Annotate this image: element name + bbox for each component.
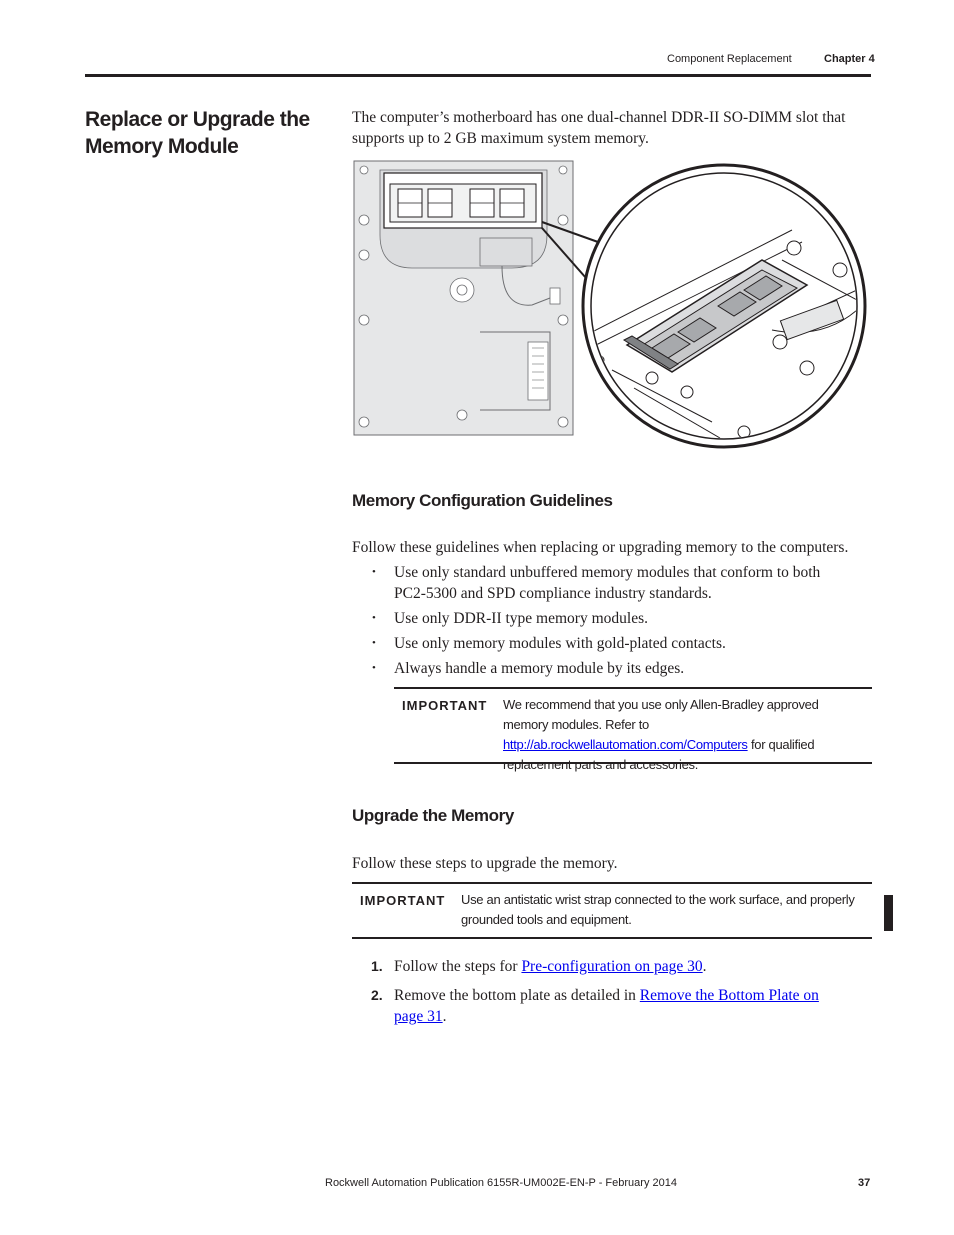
upgrade-steps [352,956,852,1035]
memory-slot-illustration [352,160,868,452]
running-header-chapter: Chapter 4 [824,53,875,65]
upgrade-heading: Upgrade the Memory [352,806,514,825]
page-number: 37 [858,1177,871,1189]
guidelines-heading: Memory Configuration Guidelines [352,491,613,510]
list-item: • Use only DDR-II type memory modules. [372,608,852,629]
step-item: 1. Follow the steps for Pre-configuration on page 30. [371,958,707,975]
remove-bottom-plate-link[interactable]: Remove the Bottom Plate on page 31 [394,987,819,1025]
step-item: 2. Remove the bottom plate as detailed in Remove the Bottom Plate on page 31. [371,987,819,1025]
important-label: IMPORTANT [402,698,488,713]
intro-paragraph: The computer’s motherboard has one dual-channel DDR-II SO-DIMM slot that supports up to 2 GB maximum system memory. [352,109,846,147]
important-label: IMPORTANT [360,893,446,908]
important-text: We recommend that you use only Allen-Bradley approved memory modules. Refer to http://ab.rockwellautomation.com/Computers for qualified replacement parts and accessories. [503,697,819,772]
important-text: Use an antistatic wrist strap connected to the work surface, and properly grounded tools and equipment. [461,892,855,927]
step-number: 1. [371,958,383,974]
guidelines-lead: Follow these guidelines when replacing or upgrading memory to the computers. [352,539,849,556]
chapter-edge-tab [884,895,893,931]
upgrade-lead: Follow these steps to upgrade the memory. [352,855,618,872]
guidelines-list [372,562,852,683]
header-rule [85,74,871,77]
running-header-section: Component Replacement [667,53,792,65]
list-item: • Always handle a memory module by its edges. [372,658,852,679]
page-title: Replace or Upgrade the Memory Module [85,108,310,158]
step-number: 2. [371,987,383,1003]
list-item: • Use only standard unbuffered memory modules that conform to both PC2-5300 and SPD compliance industry standards. [372,562,852,604]
important-note-esd [352,882,872,939]
preconfiguration-link[interactable]: Pre-configuration on page 30 [521,958,703,975]
list-item: • Use only memory modules with gold-plated contacts. [372,633,852,654]
footer-publication: Rockwell Automation Publication 6155R-UM002E-EN-P - February 2014 [325,1177,677,1189]
important-note-memory [394,687,872,772]
computers-url-link[interactable]: http://ab.rockwellautomation.com/Computers [503,737,748,752]
